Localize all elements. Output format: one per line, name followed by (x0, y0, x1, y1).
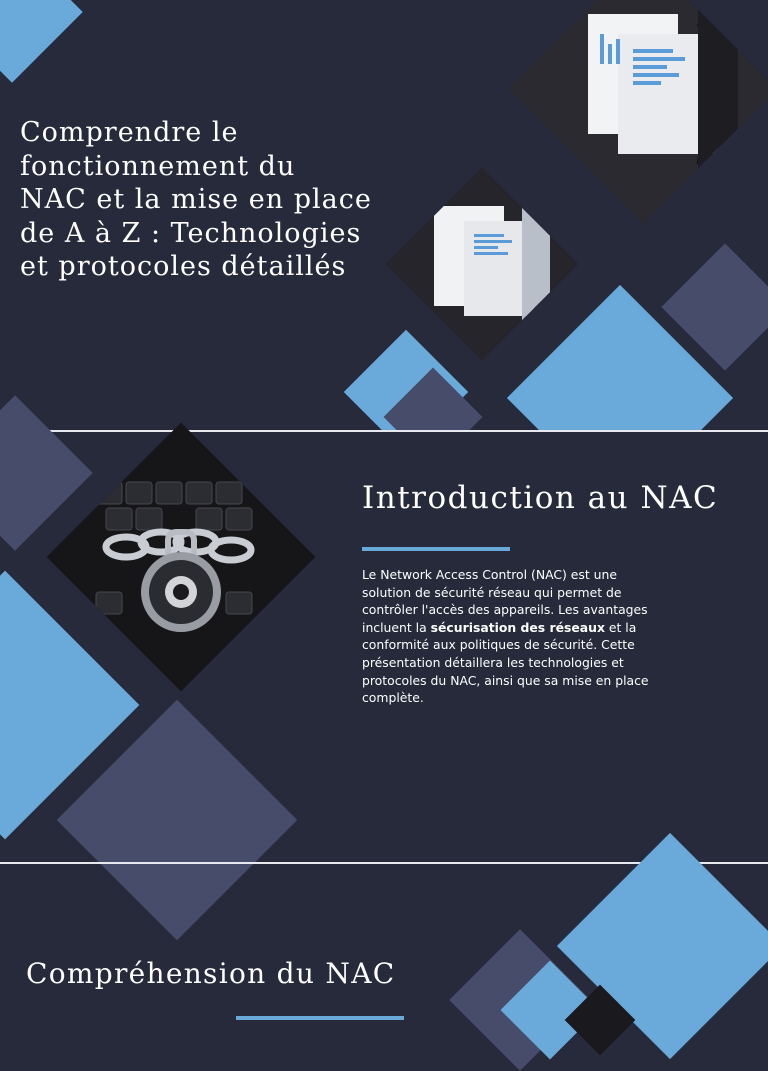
slide-title: Compréhension du NAC (26, 957, 396, 990)
body-text-lead: Le Network Access Control (NAC) est une solution de sécurité réseau qui permet de contrôler l'accès des appareils. Les avantages incluent la (362, 567, 648, 635)
documents-photo-small (386, 168, 578, 360)
slide-title: Introduction au NAC (362, 480, 719, 516)
slide-1 (0, 0, 768, 430)
title-underline (236, 1016, 404, 1020)
body-text-tail: et la conformité aux politiques de sécurité. Cette présentation détaillera les technologies et protocoles du NAC, ainsi que sa mise en place complète. (362, 619, 649, 706)
slide-title: Comprendre le fonctionnement du NAC et la mise en place de A à Z : Technologies et protocoles détaillés (20, 117, 372, 282)
slide-body-text (362, 566, 652, 707)
decor-diamond (0, 0, 83, 83)
documents-photo (509, 0, 768, 223)
title-underline (362, 547, 510, 551)
body-text-emphasis: sécurisation des réseaux (430, 619, 605, 635)
